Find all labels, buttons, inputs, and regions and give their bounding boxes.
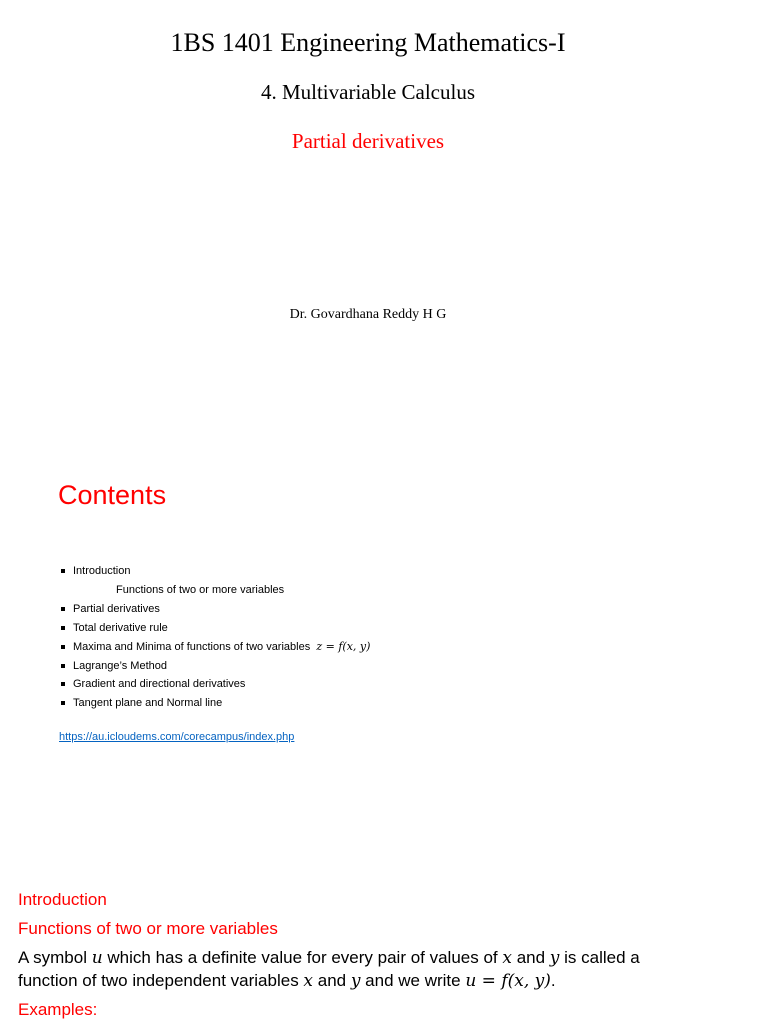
definition-line-2: function of two independent variables x and y and we write u = f(x, y). <box>18 971 556 991</box>
introduction-slide <box>0 862 768 1024</box>
contents-item: Lagrange’s Method <box>60 657 370 676</box>
examples-heading: Examples: <box>18 1000 98 1019</box>
contents-subitem: Functions of two or more variables <box>116 583 285 596</box>
contents-item: Introduction <box>60 562 370 581</box>
contents-item: Tangent plane and Normal line <box>60 694 370 713</box>
definition-line-1: A symbol u which has a definite value for every pair of values of x and y is called a <box>18 948 640 968</box>
contents-list <box>60 562 370 713</box>
math-expression: z = f(x, y) <box>316 639 371 653</box>
contents-item: Total derivative rule <box>60 619 370 638</box>
contents-item: Maxima and Minima of functions of two variables z = f(x, y) <box>60 638 370 657</box>
campus-link[interactable]: https://au.icloudems.com/corecampus/index.php <box>59 731 295 743</box>
chapter-title: 4. Multivariable Calculus <box>260 80 476 104</box>
function-equation: u = f(x, y) <box>465 971 551 991</box>
title-slide <box>0 0 768 430</box>
functions-heading: Functions of two or more variables <box>18 919 278 938</box>
topic-title: Partial derivatives <box>291 129 445 153</box>
contents-item: Partial derivatives <box>60 600 370 619</box>
intro-heading: Introduction <box>18 890 107 909</box>
contents-slide <box>0 440 768 860</box>
author-name: Dr. Govardhana Reddy H G <box>289 307 447 322</box>
course-title: 1BS 1401 Engineering Mathematics-I <box>170 28 566 57</box>
contents-item: Gradient and directional derivatives <box>60 675 370 694</box>
contents-heading: Contents <box>58 480 167 510</box>
